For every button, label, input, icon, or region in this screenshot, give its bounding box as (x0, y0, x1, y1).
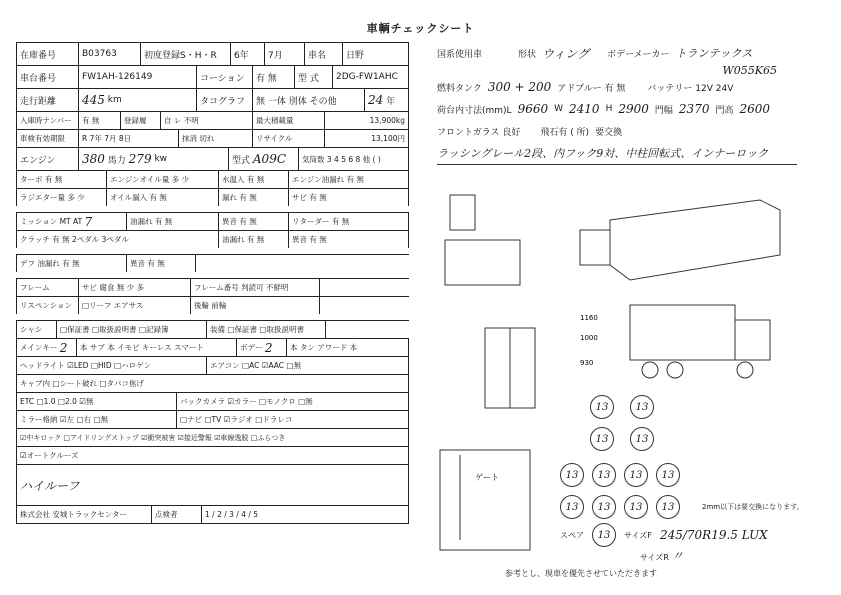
caution: 有 無 (252, 66, 294, 88)
engine-model: A09C (252, 152, 287, 166)
make: 日野 (342, 43, 409, 65)
suspension-axle: 後輪 前輪 (190, 297, 320, 314)
transmission-leak: 油漏れ 有 無 (126, 213, 218, 230)
row-diff (16, 254, 409, 272)
truck-cab-3d (580, 230, 610, 265)
truck-box-3d (610, 200, 780, 280)
label-recycle: リサイクル (252, 130, 324, 147)
cargo-height: 2900 (618, 102, 649, 116)
row-keys (16, 338, 409, 356)
truck-box-side (630, 305, 735, 360)
label-plate: 入庫時ナンバー (16, 112, 78, 129)
equipment: ラッシングレール2段、内フック9対、中柱回転式、インナーロック (437, 147, 769, 160)
body-maker: トランテックス (675, 47, 753, 60)
footer-note: 参考とし、現車を優先させていただきます (505, 569, 657, 578)
diff-noise: 異音 有 無 (126, 255, 196, 272)
line-body (437, 42, 837, 64)
size-r: 〃 (671, 549, 684, 563)
retarder: リターダー 有 無 (288, 213, 409, 230)
adblue: アドブルー 有 無 (557, 83, 626, 94)
tire-rear-2: 13 (592, 463, 616, 487)
cruise: ☑オートクルーズ (16, 447, 409, 464)
label-caution: コーション (196, 66, 252, 88)
row-footer (16, 505, 409, 524)
dim-1000: 1000 (580, 334, 598, 342)
row-inspection (16, 129, 409, 147)
line-dims (437, 98, 837, 120)
frame-number: フレーム番号 判読可 不鮮明 (190, 279, 320, 296)
kw-unit: kw (154, 154, 168, 164)
row-cab (16, 374, 409, 392)
audio: □ナビ □TV ☑ラジオ □ドラレコ (176, 411, 409, 428)
check-form (16, 42, 409, 524)
gate-label: ゲート (475, 473, 499, 482)
frame-rust: サビ 腐食 無 少 多 (78, 279, 190, 296)
label-cylinders: 気筒数 (302, 154, 325, 164)
line-glass (437, 120, 837, 142)
main-key-count: 2 (59, 340, 68, 355)
reg-month: 7月 (264, 43, 304, 65)
label-make: 車名 (304, 43, 342, 65)
clutch-noise: 異音 有 無 (288, 231, 409, 248)
tire-rear-7: 13 (624, 495, 648, 519)
fuel: 300 + 200 (487, 80, 552, 94)
row-suspension (16, 296, 409, 314)
line-fuel (437, 76, 837, 98)
size-r-label: サイズR (640, 553, 669, 562)
row-stock (16, 42, 409, 65)
oil-mix: オイル漏入 有 無 (106, 189, 218, 206)
company: 株式会社 安城トラックセンター (16, 506, 151, 523)
chassis-docs: □保証書 □取扱説明書 □記録簿 (56, 321, 206, 338)
label-shape: 形状 (518, 49, 537, 60)
tire-second-right: 13 (630, 427, 654, 451)
row-radiator (16, 188, 409, 206)
main-key-label: メインキー (20, 343, 58, 352)
label-door-width: 門幅 (654, 105, 673, 116)
mileage-unit: km (107, 95, 122, 105)
size-f: 245/70R19.5 LUX (659, 528, 768, 542)
transmission: ミッション MT AT (20, 217, 83, 226)
body-key-label: ボデー (240, 343, 263, 352)
vehicle-info (437, 42, 837, 165)
inspector-label: 点検者 (151, 506, 201, 523)
label-body-maker: ボデーメーカー (607, 49, 670, 60)
inspector-slots: 1 / 2 / 3 / 4 / 5 (201, 506, 409, 523)
truck-cab-side (735, 320, 770, 360)
row-turbo (16, 170, 409, 188)
cab-front-sketch (445, 240, 520, 285)
cab-side-sketch (450, 195, 475, 230)
label-max-load: 最大積載量 (252, 112, 324, 129)
headlight: ヘッドライト ☑LED □HID □ハロゲン (16, 357, 206, 374)
cab: キャブ内 □シート破れ □タバコ焦げ (16, 375, 409, 392)
suspension-type: □リーフ エアサス (78, 297, 190, 314)
row-clutch (16, 230, 409, 248)
label-used-car: 国系使用車 (437, 49, 483, 60)
row-safety (16, 428, 409, 446)
tire-rear-6: 13 (592, 495, 616, 519)
water-temp: 水温入 有 無 (218, 171, 288, 188)
row-etc (16, 392, 409, 410)
radiator-leak: 漏れ 有 無 (218, 189, 288, 206)
label-height: H (605, 104, 613, 114)
diff: デフ 油漏れ 有 無 (16, 255, 126, 272)
label-width: W (554, 104, 564, 114)
stock-number: B03763 (78, 43, 140, 65)
spare-label: スペア (560, 530, 584, 540)
cargo-length: 9660 (517, 102, 549, 116)
label-stock-number: 在庫番号 (16, 43, 78, 65)
engine-oil-leak: エンジン油漏れ 有 無 (288, 171, 409, 188)
tachograph-unit: 年 (386, 96, 396, 107)
rust: サビ 有 無 (288, 189, 409, 206)
row-chassis-docs (16, 320, 409, 338)
tire-spare: 13 (592, 523, 616, 547)
registration-history: 自 レ 不明 (160, 112, 252, 129)
reg-year: 6年 (230, 43, 264, 65)
turbo: ターボ 有 無 (16, 171, 106, 188)
body-key-count: 2 (264, 340, 273, 355)
chassis-docs-label: シャシ (16, 321, 56, 338)
plate: 有 無 (78, 112, 120, 129)
label-engine-model: 型式 (232, 155, 251, 166)
engine-oil: エンジンオイル量 多 少 (106, 171, 218, 188)
label-chassis: 車台番号 (16, 66, 78, 88)
label-registration-history: 登録履 (120, 112, 160, 129)
page-title: 車輌チェックシート (366, 22, 475, 35)
label-engine: エンジン (16, 148, 78, 170)
tire-diagram (560, 395, 804, 564)
row-frame (16, 278, 409, 296)
cargo-width: 2410 (569, 102, 600, 116)
size-f-label: サイズF (624, 530, 652, 540)
label-mileage: 走行距離 (16, 89, 78, 111)
row-notes (16, 464, 409, 505)
gears: 7 (84, 214, 93, 229)
label-inspection: 車検有効期限 (16, 130, 78, 147)
battery: バッテリー 12V 24V (647, 83, 734, 94)
replace: 要交換 (595, 127, 623, 138)
tire-second-left: 13 (590, 427, 614, 451)
model: 2DG-FW1AHC (332, 66, 409, 88)
label-fuel: 燃料タンク (437, 83, 482, 94)
row-chassis (16, 65, 409, 88)
max-load: 13,900kg (324, 112, 409, 129)
tire-front-left: 13 (590, 395, 614, 419)
cylinders: 3 4 5 6 8 他 ( ) (326, 154, 381, 164)
clutch: クラッチ 有 無 2ペダル 3ペダル (16, 231, 218, 248)
tire-rear-4: 13 (656, 463, 680, 487)
chip: 飛石有 ( 所) (540, 127, 590, 138)
tire-rear-3: 13 (624, 463, 648, 487)
row-headlight (16, 356, 409, 374)
tire-rear-1: 13 (560, 463, 584, 487)
row-mirror (16, 410, 409, 428)
recycle-fee: 13,100円 (324, 130, 409, 147)
transmission-noise: 異音 有 無 (218, 213, 288, 230)
label-model: 型 式 (294, 66, 332, 88)
tachograph: 無 一体 別体 その他 (252, 89, 364, 111)
door-width: 2370 (678, 102, 710, 116)
tachograph-other: 24 (368, 93, 384, 107)
tire-rear-5: 13 (560, 495, 584, 519)
shape: ウィング (542, 46, 590, 61)
body-code: W055K65 (722, 63, 777, 77)
row-cruise (16, 446, 409, 464)
gate-sketch (440, 450, 530, 550)
body-keys: 本 タン アワード 本 (286, 339, 409, 356)
etc: ETC □1.0 □2.0 ☑無 (16, 393, 176, 410)
safety: ☑中キロック □アイドリングストップ ☑衝突被害 ☑接近警報 ☑車線逸脱 □ふらつき (16, 429, 409, 446)
tire-front-right: 13 (630, 395, 654, 419)
clutch-leak: 油漏れ 有 無 (218, 231, 288, 248)
label-door-height: 門高 (715, 105, 734, 116)
aircon: エアコン □AC ☑AAC □無 (206, 357, 409, 374)
cancellation: 抹消 切れ (178, 130, 252, 147)
tire-rear-8: 13 (656, 495, 680, 519)
keys: 本 サブ 本 イモビ キーレス スマート (76, 339, 236, 356)
dim-930: 930 (580, 359, 594, 367)
mileage: 445 (82, 93, 105, 107)
row-transmission (16, 212, 409, 230)
door-height: 2600 (739, 102, 771, 116)
horsepower-kw: 279 (128, 152, 152, 166)
line-equipment (437, 142, 797, 165)
mirror: ミラー格納 ☑左 □右 □無 (16, 411, 176, 428)
horsepower-ps: 380 (82, 152, 105, 166)
equipment-docs: 装備 □保証書 □取扱説明書 (206, 321, 326, 338)
label-horsepower: 馬力 (107, 155, 126, 166)
notes: ハイルーフ (20, 478, 80, 493)
row-plate (16, 111, 409, 129)
frame: フレーム (16, 279, 78, 296)
inspection-date: R 7年 7月 8日 (78, 130, 178, 147)
back-camera: バックカメラ ☑カラー □モノクロ □無 (176, 393, 409, 410)
label-cargo: 荷台内寸法(mm)L (437, 105, 512, 116)
dim-1160: 1160 (580, 314, 598, 322)
chassis-number: FW1AH-126149 (78, 66, 196, 88)
radiator: ラジエター量 多 少 (16, 189, 106, 206)
windshield: フロントガラス 良好 (437, 127, 521, 138)
suspension: リスペンション (16, 297, 78, 314)
label-first-registration: 初度登録S・H・R (140, 43, 230, 65)
label-tachograph: タコグラフ (196, 89, 252, 111)
row-engine (16, 147, 409, 170)
row-mileage (16, 88, 409, 111)
tire-note: 2mm以下は要交換になります。 (702, 503, 804, 511)
